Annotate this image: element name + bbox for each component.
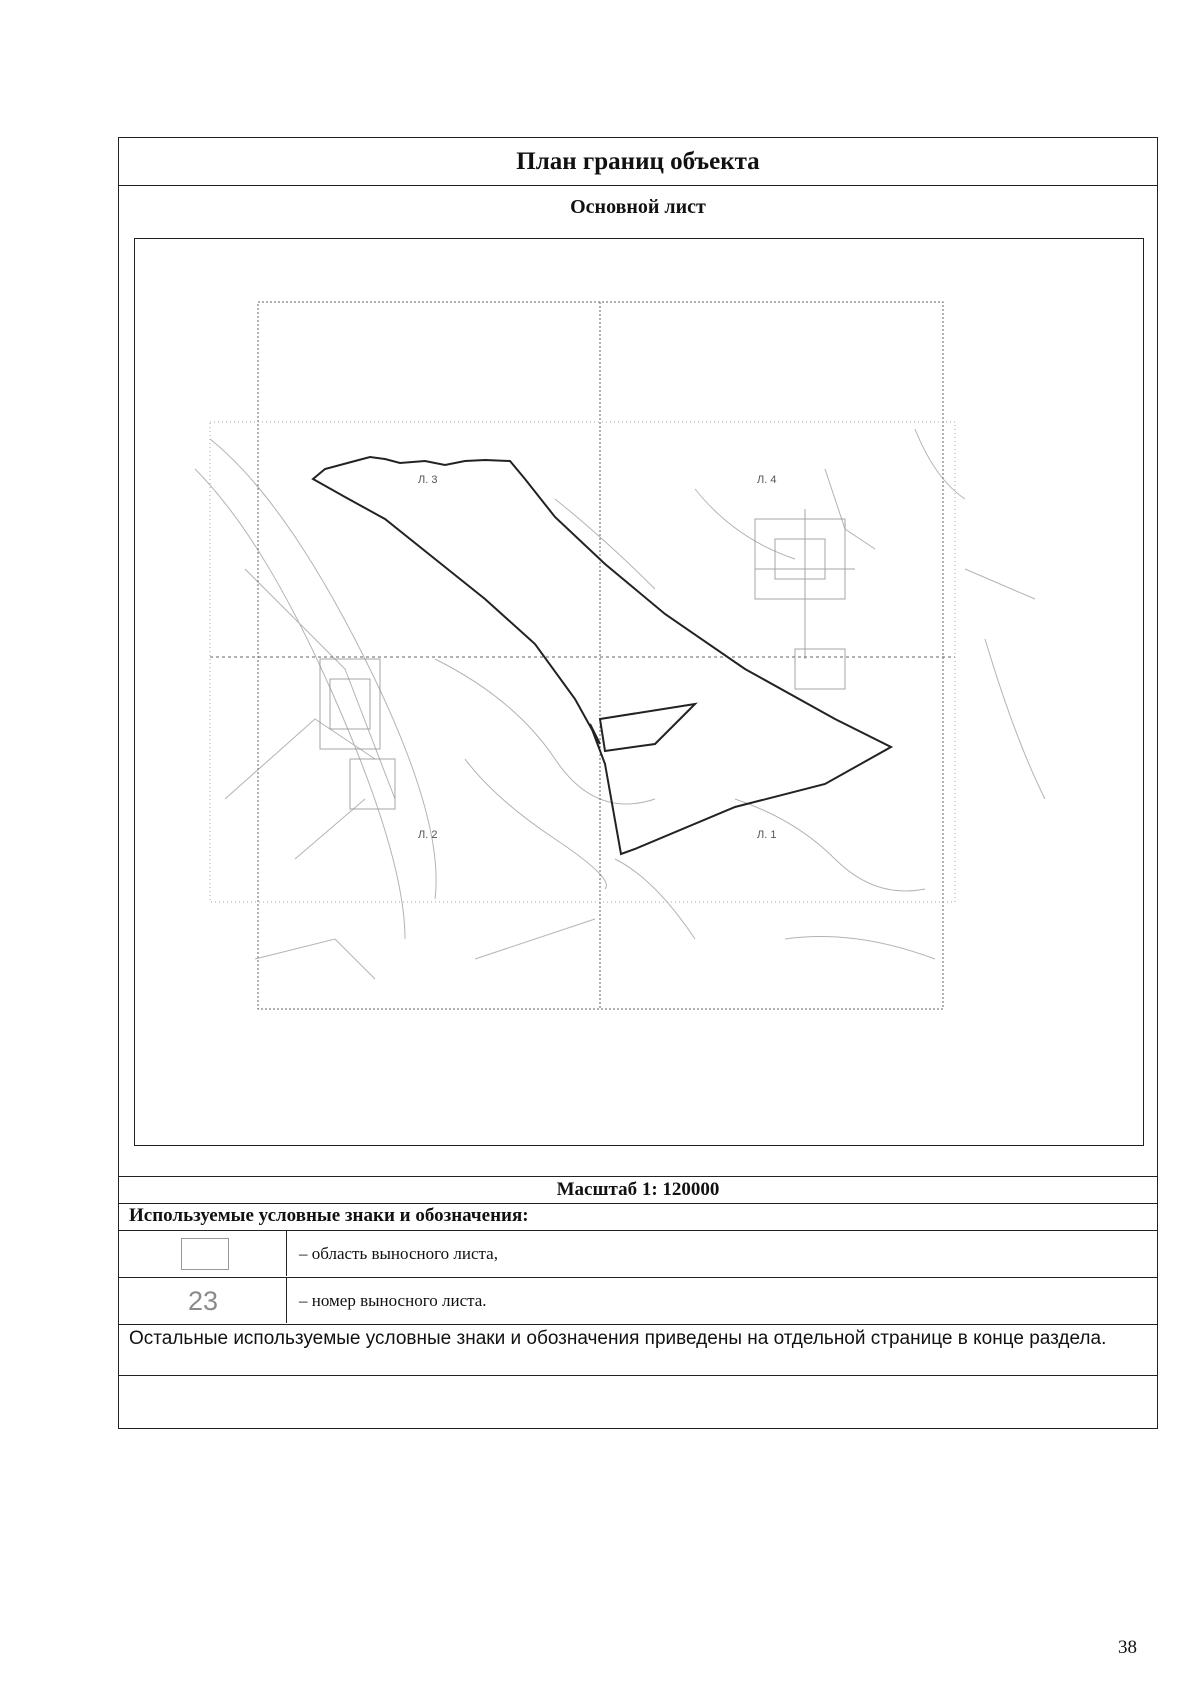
map-panel xyxy=(134,238,1144,1146)
scale-label: Масштаб 1: 120000 xyxy=(119,1176,1157,1204)
legend-item-sheet-number xyxy=(119,1277,1157,1323)
sheet-label-2: Л. 2 xyxy=(418,829,438,841)
page-subtitle: Основной лист xyxy=(570,196,706,218)
sheet-label-1: Л. 1 xyxy=(757,829,777,841)
page-title: План границ объекта xyxy=(119,138,1157,186)
sheet-label-3: Л. 3 xyxy=(418,474,438,486)
basemap-texture xyxy=(195,429,1045,979)
legend-text: – номер выносного листа. xyxy=(299,1291,487,1310)
legend-item-sheet-area xyxy=(119,1230,1157,1276)
legend-note: Остальные используемые условные знаки и обозначения приведены на отдельной странице в конце раздела. xyxy=(119,1324,1157,1376)
object-boundary xyxy=(313,457,891,854)
overview-map xyxy=(135,239,1144,1146)
sheet-label-4: Л. 4 xyxy=(757,474,777,486)
sheet-grid xyxy=(210,302,955,1009)
sheet-area-symbol xyxy=(181,1238,229,1270)
legend-symbol-cell xyxy=(119,1278,287,1323)
sheet-number-symbol: 23 xyxy=(187,1286,219,1316)
document-frame xyxy=(118,137,1158,1429)
legend-title: Используемые условные знаки и обозначения: xyxy=(129,1205,529,1226)
basemap-settlement xyxy=(320,509,855,809)
page-number: 38 xyxy=(1118,1637,1137,1658)
legend-text: – область выносного листа, xyxy=(299,1244,498,1263)
legend-symbol-cell xyxy=(119,1231,287,1276)
